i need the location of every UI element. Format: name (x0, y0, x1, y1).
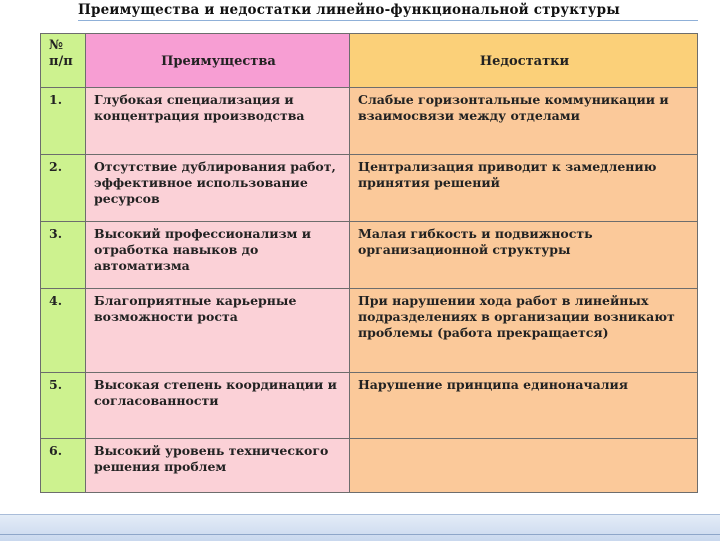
comparison-table (40, 33, 698, 493)
row-number: 1. (41, 88, 86, 155)
bottom-divider (0, 534, 720, 535)
table-header-row (41, 34, 698, 88)
disadvantage-cell: Малая гибкость и подвижность организационной структуры (350, 222, 698, 289)
table-row (41, 155, 698, 222)
comparison-table-container (40, 33, 697, 492)
advantage-cell: Высокий профессионализм и отработка навыков до автоматизма (86, 222, 350, 289)
advantage-cell: Благоприятные карьерные возможности роста (86, 289, 350, 373)
advantage-cell: Отсутствие дублирования работ, эффективное использование ресурсов (86, 155, 350, 222)
header-number: № п/п (41, 34, 86, 88)
disadvantage-cell: Нарушение принципа единоначалия (350, 373, 698, 439)
table-row (41, 88, 698, 155)
table-row (41, 373, 698, 439)
disadvantage-cell: Слабые горизонтальные коммуникации и взаимосвязи между отделами (350, 88, 698, 155)
row-number: 5. (41, 373, 86, 439)
disadvantage-cell (350, 439, 698, 493)
row-number: 3. (41, 222, 86, 289)
row-number: 4. (41, 289, 86, 373)
header-advantages: Преимущества (86, 34, 350, 88)
header-disadvantages: Недостатки (350, 34, 698, 88)
advantage-cell: Высокая степень координации и согласованности (86, 373, 350, 439)
row-number: 2. (41, 155, 86, 222)
advantage-cell: Высокий уровень технического решения проблем (86, 439, 350, 493)
window-bottom-bar (0, 514, 720, 541)
table-row (41, 289, 698, 373)
disadvantage-cell: При нарушении хода работ в линейных подразделениях в организации возникают проблемы (работа прекращается) (350, 289, 698, 373)
row-number: 6. (41, 439, 86, 493)
advantage-cell: Глубокая специализация и концентрация производства (86, 88, 350, 155)
table-row (41, 439, 698, 493)
disadvantage-cell: Централизация приводит к замедлению принятия решений (350, 155, 698, 222)
document-title: Преимущества и недостатки линейно-функциональной структуры (78, 2, 698, 21)
table-row (41, 222, 698, 289)
